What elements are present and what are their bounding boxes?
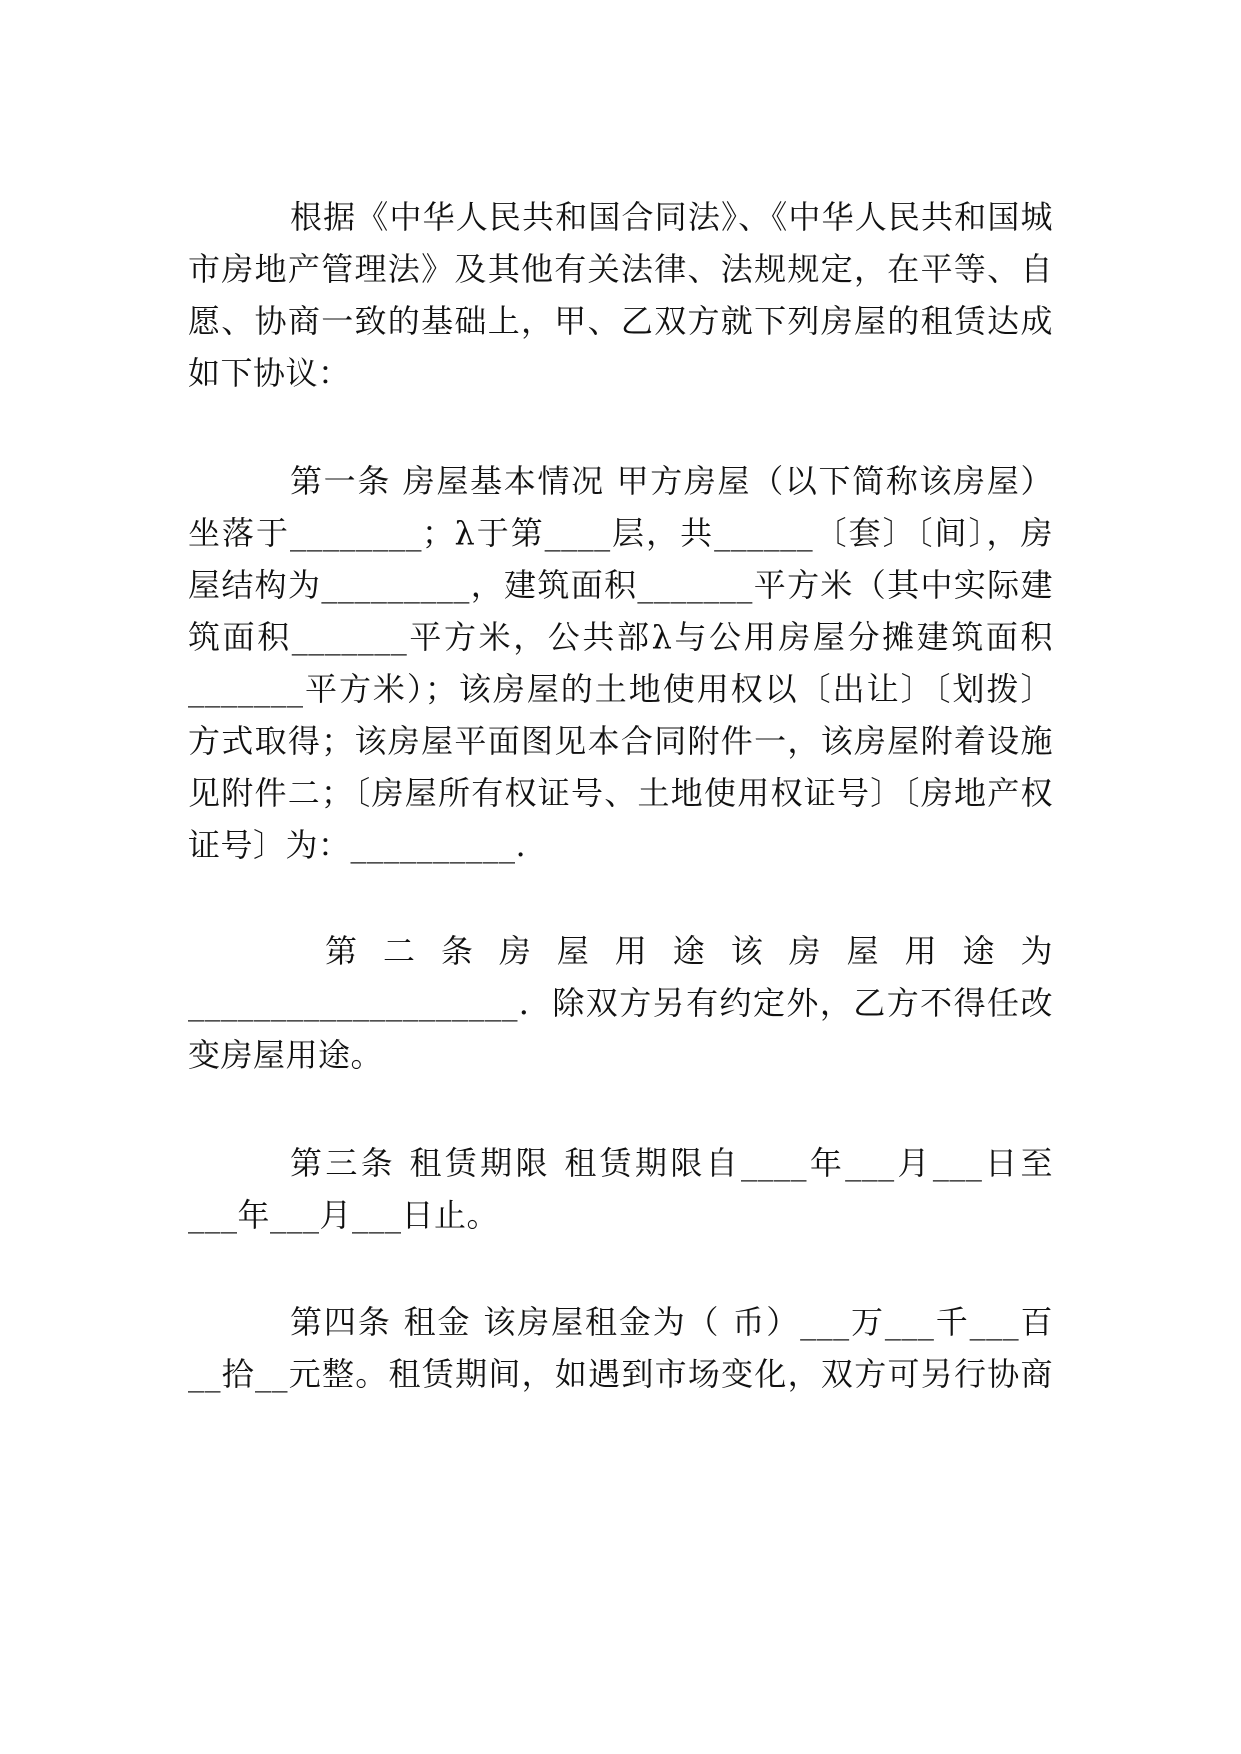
text-line: 愿、协商一致的基础上，甲、乙双方就下列房屋的租赁达成 [188,302,1053,340]
text-line: 市房地产管理法》及其他有关法律、法规规定，在平等、自 [188,250,1053,288]
text-line: _______平方米）；该房屋的土地使用权以〔出让〕〔划拨〕 [188,670,1053,708]
text-line: 见附件二；〔房屋所有权证号、土地使用权证号〕〔房地产权 [188,774,1053,812]
text-line: 坐落于________；λ于第____层，共______〔套〕〔间〕，房 [188,514,1053,552]
text-line: 屋结构为_________，建筑面积_______平方米（其中实际建 [188,566,1053,604]
text-line: 如下协议： [188,354,351,392]
text-line: __拾__元整。租赁期间，如遇到市场变化，双方可另行协商 [188,1355,1053,1393]
text-line: 第 二 条 房 屋 用 途 该 房 屋 用 途 为 [325,932,1053,970]
text-line: 第三条 租赁期限 租赁期限自____年___月___日至 [290,1144,1053,1182]
text-line: ____________________．除双方另有约定外，乙方不得任改 [188,984,1053,1022]
text-line: 根据《中华人民共和国合同法》、《中华人民共和国城 [290,198,1053,236]
text-line: 方式取得；该房屋平面图见本合同附件一，该房屋附着设施 [188,722,1053,760]
text-line: 证号〕为：__________. [188,826,527,864]
text-line: 变房屋用途。 [188,1036,384,1074]
text-line: ___年___月___日止。 [188,1196,500,1234]
text-line: 第四条 租金 该房屋租金为（ 币）___万___千___百 [290,1303,1053,1341]
text-line: 第一条 房屋基本情况 甲方房屋（以下简称该房屋） [290,462,1053,500]
text-line: 筑面积_______平方米，公共部λ与公用房屋分摊建筑面积 [188,618,1053,656]
